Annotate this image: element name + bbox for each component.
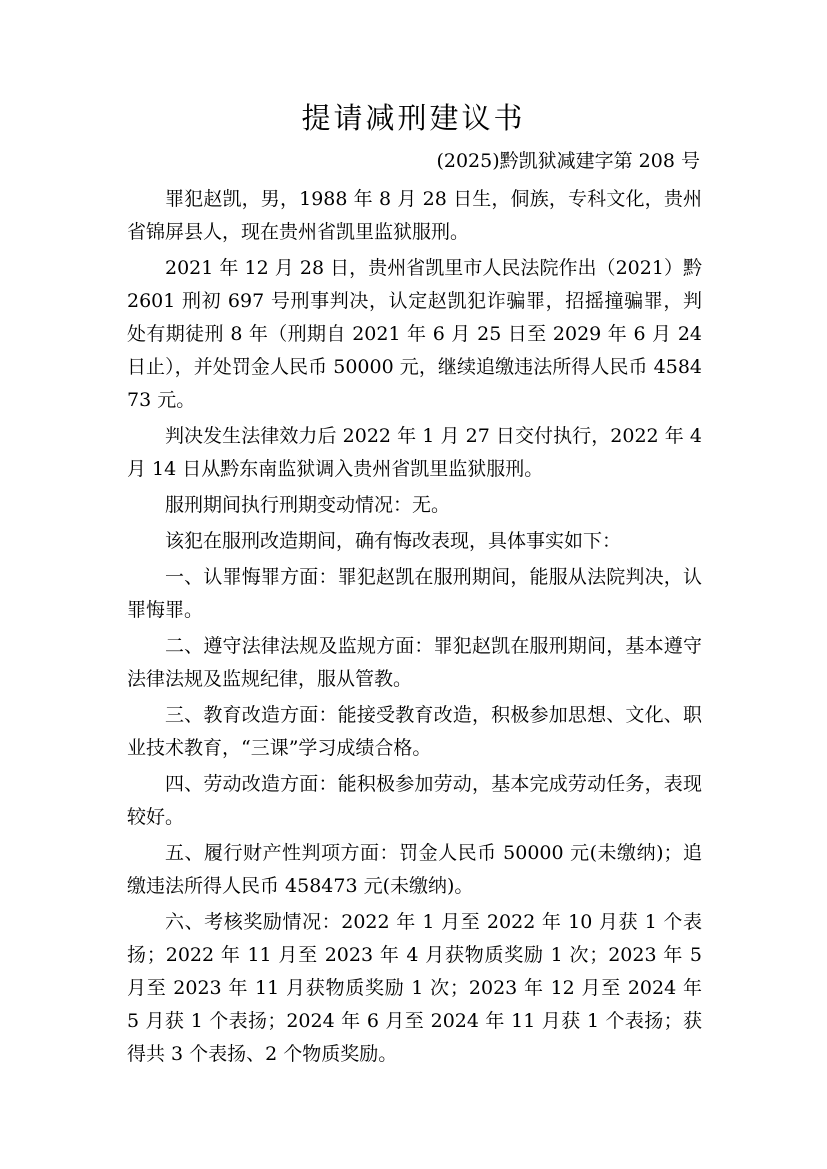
paragraph-point-6: 六、考核奖励情况：2022 年 1 月至 2022 年 10 月获 1 个表扬；2022 年 11 月至 2023 年 4 月获物质奖励 1 次；2023 年 5 月至 2023 年 11 月获物质奖励 1 次；2023 年 12 月至 2024 年 5 月获 1 个表扬；2024 年 6 月至 2024 年 11 月获 1 个表扬；获得共 3 个表扬、2 个物质奖励。 — [127, 911, 702, 1065]
paragraph-repentance-intro: 该犯在服刑改造期间，确有悔改表现，具体事实如下： — [165, 530, 622, 552]
paragraph-execution: 判决发生法律效力后 2022 年 1 月 27 日交付执行，2022 年 4 月 14 日从黔东南监狱调入贵州省凯里监狱服刑。 — [127, 425, 702, 480]
document-title: 提请减刑建议书 — [301, 101, 526, 135]
paragraph-judgment: 2021 年 12 月 28 日，贵州省凯里市人民法院作出（2021）黔 2601 刑初 697 号刑事判决，认定赵凯犯诈骗罪，招摇撞骗罪，判处有期徒刑 8 年（刑期自 2021 年 6 月 25 日至 2029 年 6 月 24 日止），并处罚金人民币 50000 元，继续追缴违法所得人民币 458473 元。 — [127, 257, 702, 411]
paragraph-point-4: 四、劳动改造方面：能积极参加劳动，基本完成劳动任务，表现较好。 — [127, 773, 702, 828]
document-body — [127, 183, 702, 1074]
paragraph-criminal-info: 罪犯赵凯，男，1988 年 8 月 28 日生，侗族，专科文化，贵州省锦屏县人，现在贵州省凯里监狱服刑。 — [127, 188, 702, 243]
paragraph-point-5: 五、履行财产性判项方面：罚金人民币 50000 元(未缴纳)；追缴违法所得人民币 458473 元(未缴纳)。 — [127, 842, 702, 897]
paragraph-point-3: 三、教育改造方面：能接受教育改造，积极参加思想、文化、职业技术教育，“三课”学习成绩合格。 — [127, 704, 702, 759]
paragraph-point-1: 一、认罪悔罪方面：罪犯赵凯在服刑期间，能服从法院判决，认罪悔罪。 — [127, 566, 702, 621]
document-number: (2025)黔凯狱减建字第 208 号 — [436, 150, 700, 172]
paragraph-point-2: 二、遵守法律法规及监规方面：罪犯赵凯在服刑期间，基本遵守法律法规及监规纪律，服从管教。 — [127, 635, 702, 690]
paragraph-sentence-changes: 服刑期间执行刑期变动情况：无。 — [165, 494, 451, 516]
